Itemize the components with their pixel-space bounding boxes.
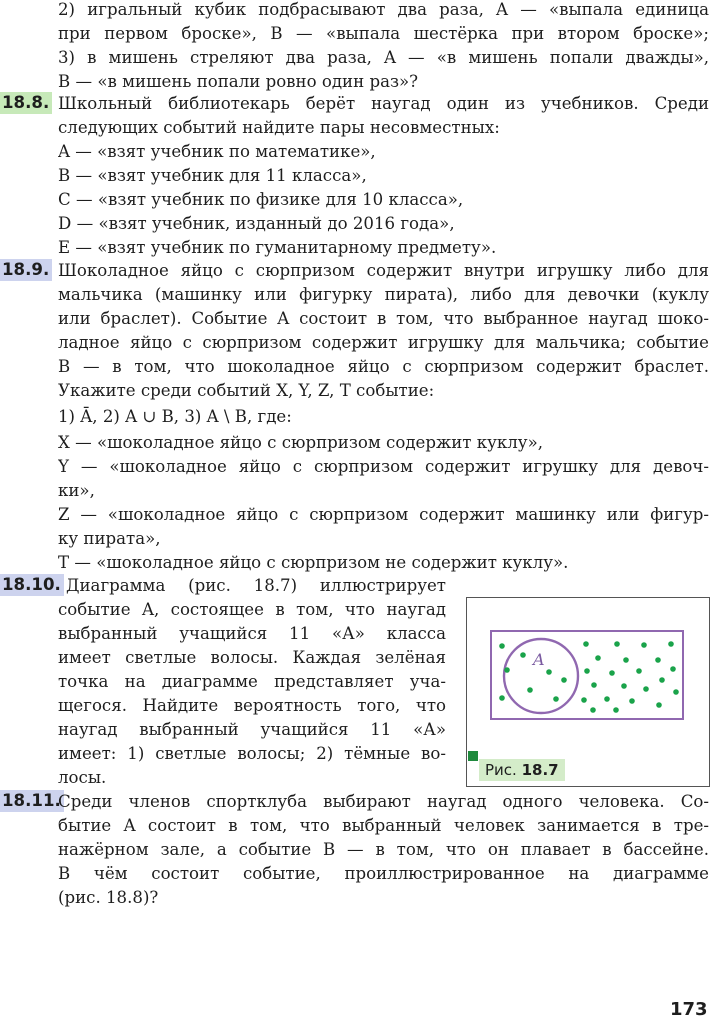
p18-7-line-2: при первом броске», B — «выпала шестёрка при втором броске»; [58,24,709,43]
dot [590,707,596,713]
figure-caption [479,759,565,781]
p18-8-line-6: D — «взят учебник, изданный до 2016 года», [58,214,455,233]
p18-9-line-1: Шоколадное яйцо с сюрпризом содержит внутри игрушку либо для [58,261,709,280]
dot [595,655,601,661]
dot [668,641,674,647]
p18-9-line-7: 1) Ā, 2) A ∪ B, 3) A \ B, где: [58,407,292,426]
p18-7-line-4: B — «в мишень попали ровно один раз»? [58,72,419,91]
dot [670,666,676,672]
p18-10-line-9: лосы. [58,768,107,787]
p18-10-line-5: точка на диаграмме представляет уча- [58,672,446,691]
problem-number-18-9: 18.9. [0,259,52,281]
dot [553,696,559,702]
p18-8-line-4: B — «взят учебник для 11 класса», [58,166,367,185]
p18-9-line-2: мальчика (машинку или фигурку пирата), либо для девочки (куклу [58,285,709,304]
dot [604,696,610,702]
p18-11-line-4: В чём состоит событие, проиллюстрированное на диаграмме [58,864,709,883]
dot [621,683,627,689]
dot [641,642,647,648]
dots-outside-a [499,641,679,713]
problem-number-18-10: 18.10. [0,574,64,596]
dot [583,641,589,647]
dot [591,682,597,688]
p18-11-line-5: (рис. 18.8)? [58,888,159,907]
p18-8-line-3: A — «взят учебник по математике», [58,142,376,161]
p18-10-line-3: выбранный учащийся 11 «А» класса [58,624,446,643]
p18-9-line-8: X — «шоколадное яйцо с сюрпризом содержит куклу», [58,433,544,452]
p18-10-line-8: имеет: 1) светлые волосы; 2) тёмные во- [58,744,446,763]
dot [656,702,662,708]
p18-11-line-2: бытие A состоит в том, что выбранный человек занимается в тре- [58,816,709,835]
dot [520,652,526,658]
dot [527,687,533,693]
caption-marker [468,751,478,761]
p18-7-line-1: 2) игральный кубик подбрасывают два раза, A — «выпала единица [58,0,709,19]
p18-9-line-5: B — в том, что шоколадное яйцо с сюрпризом содержит браслет. [58,357,709,376]
p18-8-line-2: следующих событий найдите пары несовместных: [58,118,500,137]
p18-9-line-6: Укажите среди событий X, Y, Z, T событие: [58,381,435,400]
p18-7-line-3: 3) в мишень стреляют два раза, A — «в мишень попали дважды», [58,48,709,67]
dot [636,668,642,674]
dot [673,689,679,695]
p18-10-line-6: щегося. Найдите вероятность того, что [58,696,446,715]
p18-9-line-11: Z — «шоколадное яйцо с сюрпризом содержит машинку или фигур- [58,505,709,524]
p18-8-line-5: C — «взят учебник по физике для 10 класса», [58,190,464,209]
dot [609,670,615,676]
dot [623,657,629,663]
p18-9-line-12: ку пирата», [58,529,161,548]
dot [504,667,510,673]
p18-8-line-1: Школьный библиотекарь берёт наугад один из учебников. Среди [58,94,709,113]
problem-number-18-11: 18.11. [0,790,64,812]
caption-number: 18.7 [521,761,559,779]
dot [613,707,619,713]
p18-9-line-3: или браслет). Событие A состоит в том, что выбранное наугад шоко- [58,309,709,328]
dot [499,695,505,701]
p18-9-line-13: T — «шоколадное яйцо с сюрпризом не содержит куклу». [58,553,569,572]
p18-10-line-2: событие A, состоящее в том, что наугад [58,600,446,619]
dot [659,677,665,683]
dot [629,698,635,704]
p18-9-line-4: ладное яйцо с сюрпризом содержит игрушку для мальчика; событие [58,333,709,352]
dot [655,657,661,663]
page-number: 173 [670,999,708,1020]
problem-number-18-8: 18.8. [0,92,52,114]
dot [561,677,567,683]
dot [584,668,590,674]
caption-prefix: Рис. [485,761,517,779]
p18-11-line-1: Среди членов спортклуба выбирают наугад одного человека. Со- [58,792,709,811]
dot [614,641,620,647]
p18-9-line-10: ки», [58,481,95,500]
dot [643,686,649,692]
set-a-label: A [533,650,545,669]
dot [546,669,552,675]
dot [499,643,505,649]
p18-10-line-1: Диаграмма (рис. 18.7) иллюстрирует [66,576,446,595]
dot [581,697,587,703]
p18-11-line-3: нажёрном зале, а событие B — в том, что он плавает в бассейне. [58,840,709,859]
p18-10-line-7: наугад выбранный учащийся 11 «А» [58,720,446,739]
p18-8-line-7: E — «взят учебник по гуманитарному предмету». [58,238,497,257]
p18-10-line-4: имеет светлые волосы. Каждая зелёная [58,648,446,667]
p18-9-line-9: Y — «шоколадное яйцо с сюрпризом содержит игрушку для девоч- [58,457,709,476]
